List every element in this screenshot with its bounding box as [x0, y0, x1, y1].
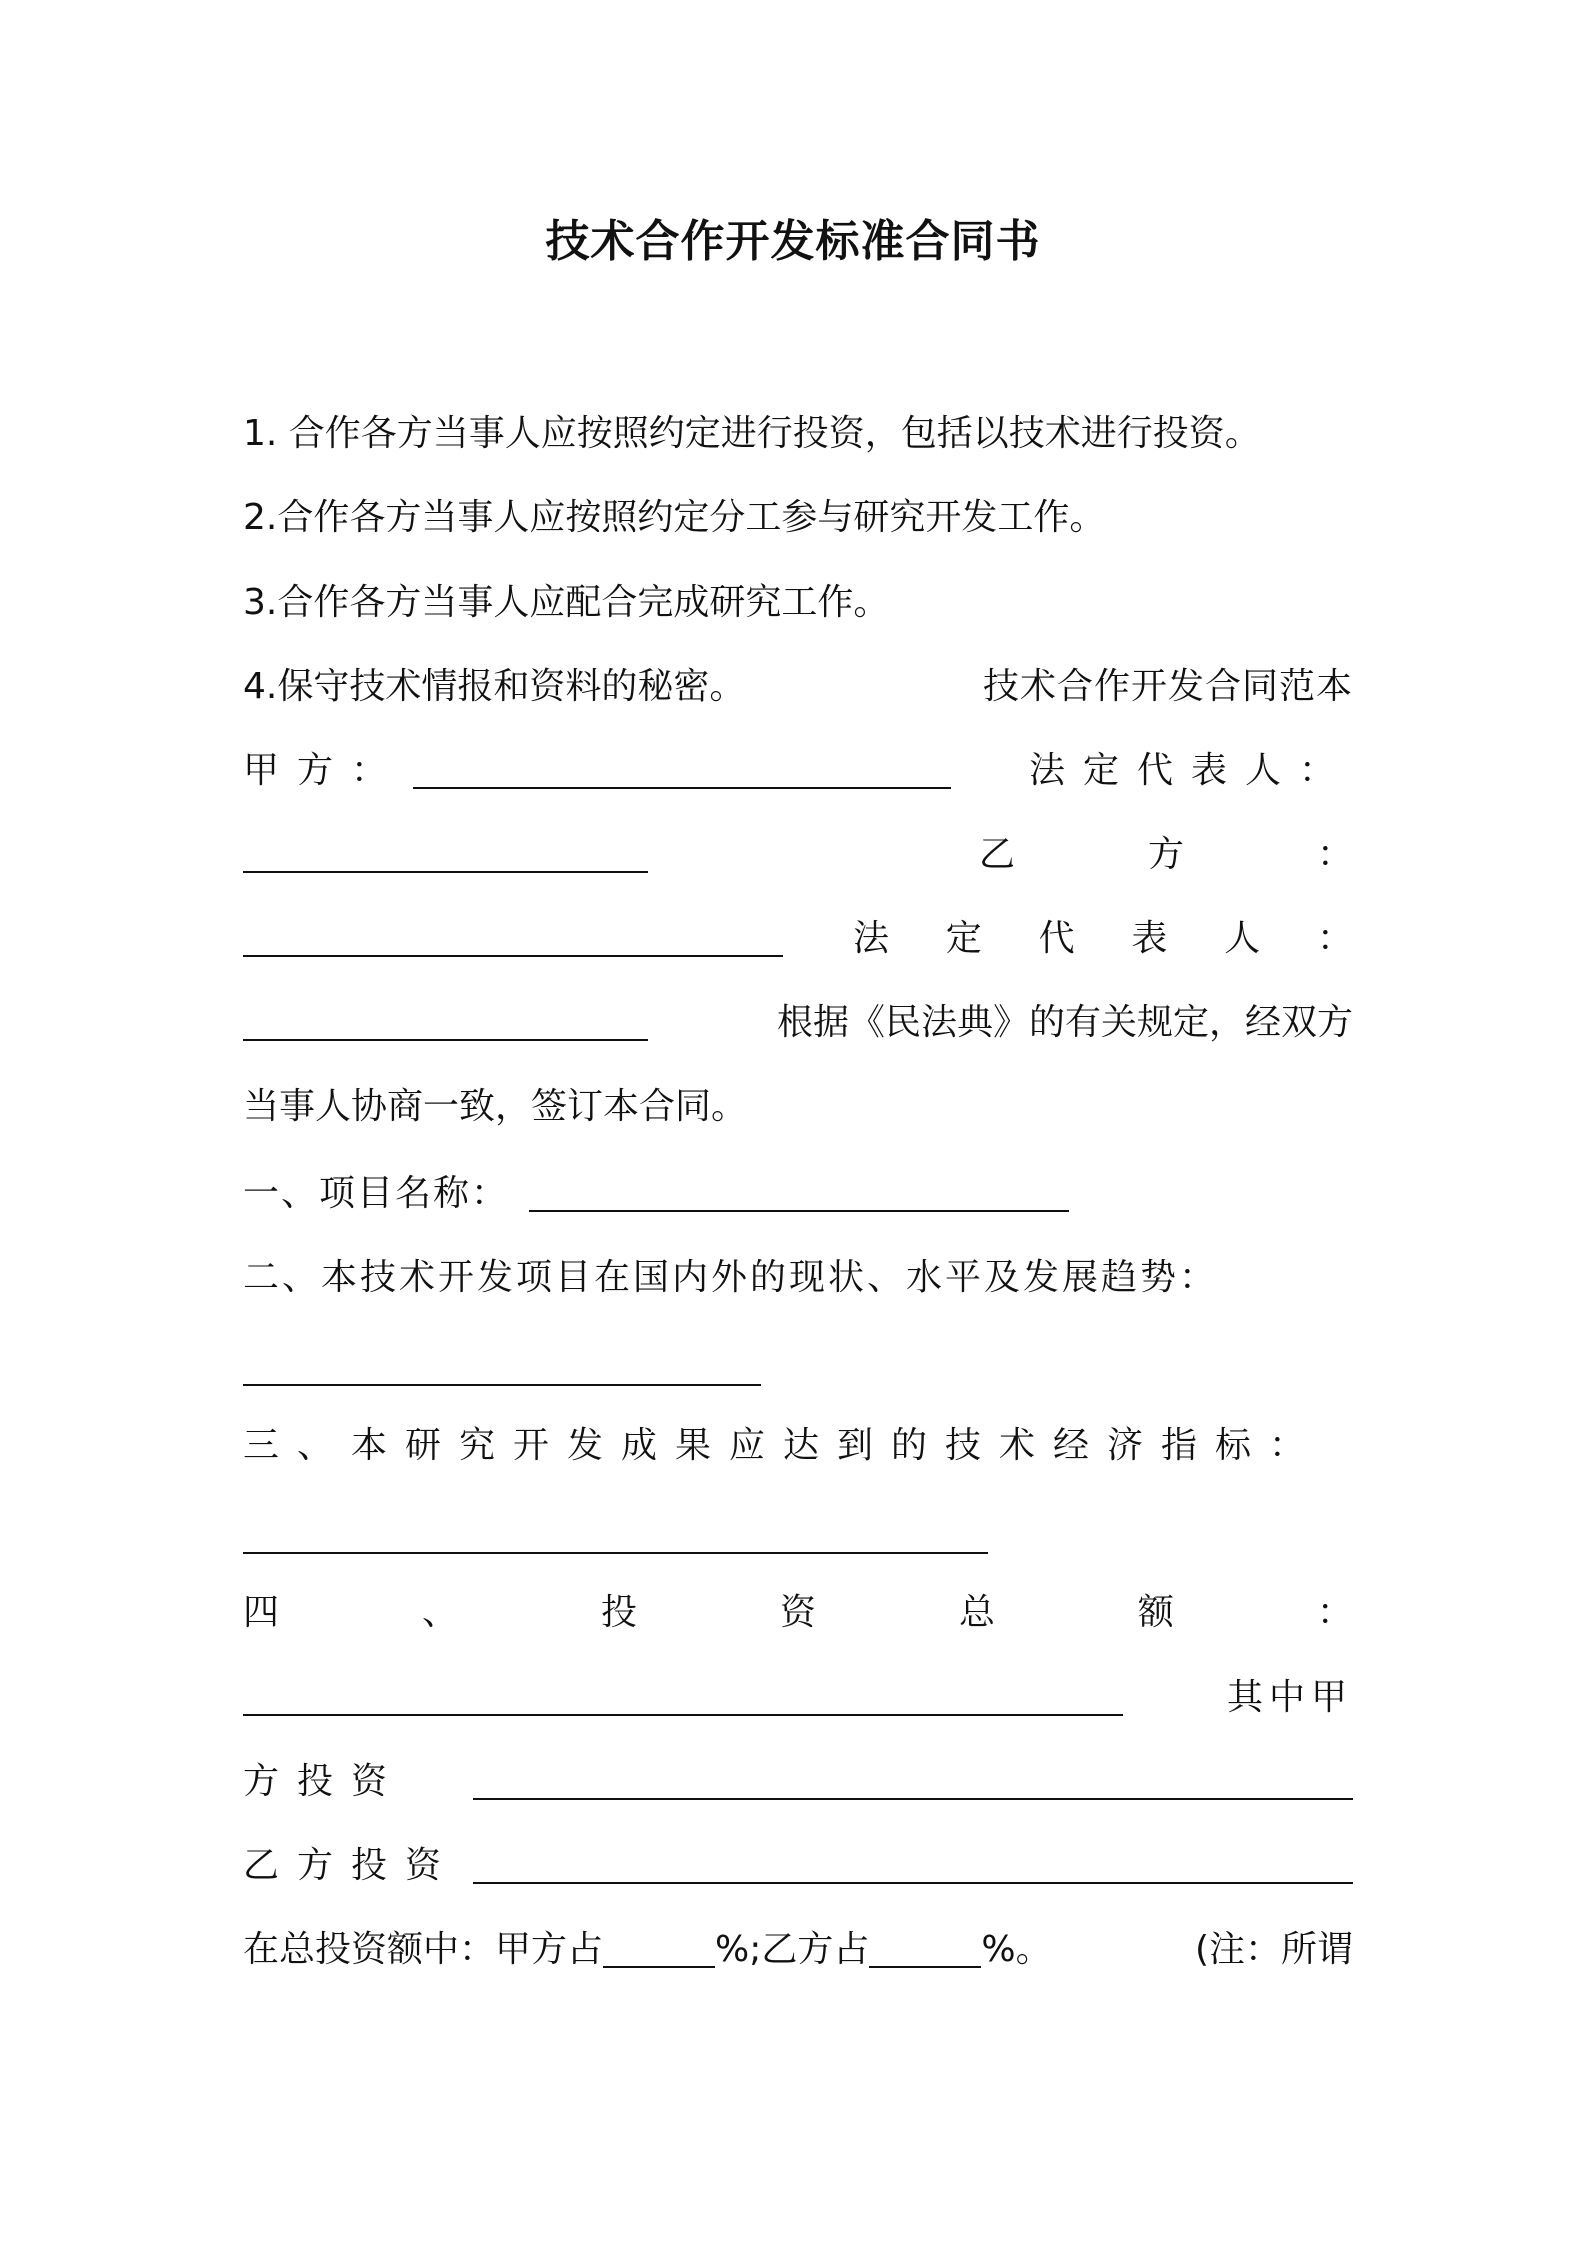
clause-2: 2.合作各方当事人应按照约定分工参与研究开发工作。	[243, 497, 1106, 538]
clause-4: 4.保守技术情报和资料的秘密。	[243, 666, 746, 707]
a-investment-row	[243, 1754, 1353, 1810]
item-4-char-5: 总	[958, 1592, 995, 1633]
legal-rep-char-2: 定	[945, 918, 982, 959]
party-b-char-1: 乙	[979, 834, 1016, 875]
basis-text: 根据《民法典》的有关规定，经双方	[776, 1002, 1353, 1043]
total-investment-row	[243, 1670, 1353, 1726]
template-label: 技术合作开发合同范本	[982, 666, 1353, 707]
party-a-ratio-blank[interactable]	[603, 1932, 715, 1968]
project-name-blank[interactable]	[529, 1176, 1069, 1212]
item-4-char-2: 、	[421, 1592, 458, 1633]
of-which-label: 其中甲	[1226, 1677, 1353, 1718]
item-2-blank[interactable]	[243, 1350, 761, 1386]
legal-rep-char-4: 表	[1131, 918, 1168, 959]
a-investment-label: 方投资	[243, 1761, 406, 1802]
item-3-blank[interactable]	[243, 1518, 988, 1554]
total-investment-blank[interactable]	[243, 1680, 1123, 1716]
party-b-row	[243, 827, 1353, 883]
party-b-blank[interactable]	[243, 921, 783, 957]
clause-3: 3.合作各方当事人应配合完成研究工作。	[243, 582, 890, 623]
legal-rep-blank-1[interactable]	[243, 837, 648, 873]
b-investment-label: 乙方投资	[243, 1845, 460, 1886]
clause-1: 1. 合作各方当事人应按照约定进行投资，包括以技术进行投资。	[243, 413, 1261, 454]
item-1-row	[243, 1166, 1353, 1222]
party-b-ratio-blank[interactable]	[869, 1932, 981, 1968]
basis-row	[243, 995, 1353, 1051]
item-2: 二、本技术开发项目在国内外的现状、水平及发展趋势：	[243, 1257, 1219, 1298]
item-4-char-3: 投	[600, 1592, 637, 1633]
item-2-blank-row	[243, 1340, 1353, 1396]
legal-rep-char-1: 法	[853, 918, 890, 959]
item-1-label: 一、项目名称：	[243, 1173, 510, 1214]
party-a-row	[243, 743, 1353, 799]
item-4-char-7: ：	[1316, 1592, 1353, 1633]
ratio-row	[243, 1922, 1353, 1978]
legal-rep-label-1: 法定代表人：	[1028, 750, 1353, 791]
item-4-char-4: 资	[779, 1592, 816, 1633]
note-start: (注：所谓	[1194, 1929, 1353, 1970]
party-b-colon: ：	[1317, 834, 1354, 875]
item-4-char-1: 四	[243, 1592, 280, 1633]
item-3: 三、本研究开发成果应达到的技术经济指标：	[243, 1425, 1324, 1466]
party-a-label: 甲方：	[243, 750, 406, 791]
ratio-mid: %;乙方占	[715, 1929, 870, 1970]
legal-rep-char-5: 人	[1224, 918, 1261, 959]
item-4-row	[243, 1585, 1353, 1641]
b-investment-blank[interactable]	[473, 1848, 1353, 1884]
item-4-char-6: 额	[1137, 1592, 1174, 1633]
legal-rep-char-3: 代	[1038, 918, 1075, 959]
item-3-blank-row	[243, 1508, 1353, 1564]
party-a-blank[interactable]	[413, 753, 951, 789]
basis-continuation: 当事人协商一致，签订本合同。	[243, 1086, 748, 1127]
clause-4-row	[243, 659, 1353, 715]
legal-rep-blank-2[interactable]	[243, 1005, 648, 1041]
ratio-end: %。	[981, 1929, 1052, 1970]
legal-rep-row-2	[243, 911, 1353, 967]
document-title: 技术合作开发标准合同书	[545, 216, 1041, 267]
party-b-char-2: 方	[1148, 834, 1185, 875]
a-investment-blank[interactable]	[473, 1764, 1353, 1800]
b-investment-row	[243, 1838, 1353, 1894]
legal-rep-colon-2: ：	[1316, 918, 1353, 959]
ratio-lead: 在总投资额中：甲方占	[243, 1929, 604, 1970]
